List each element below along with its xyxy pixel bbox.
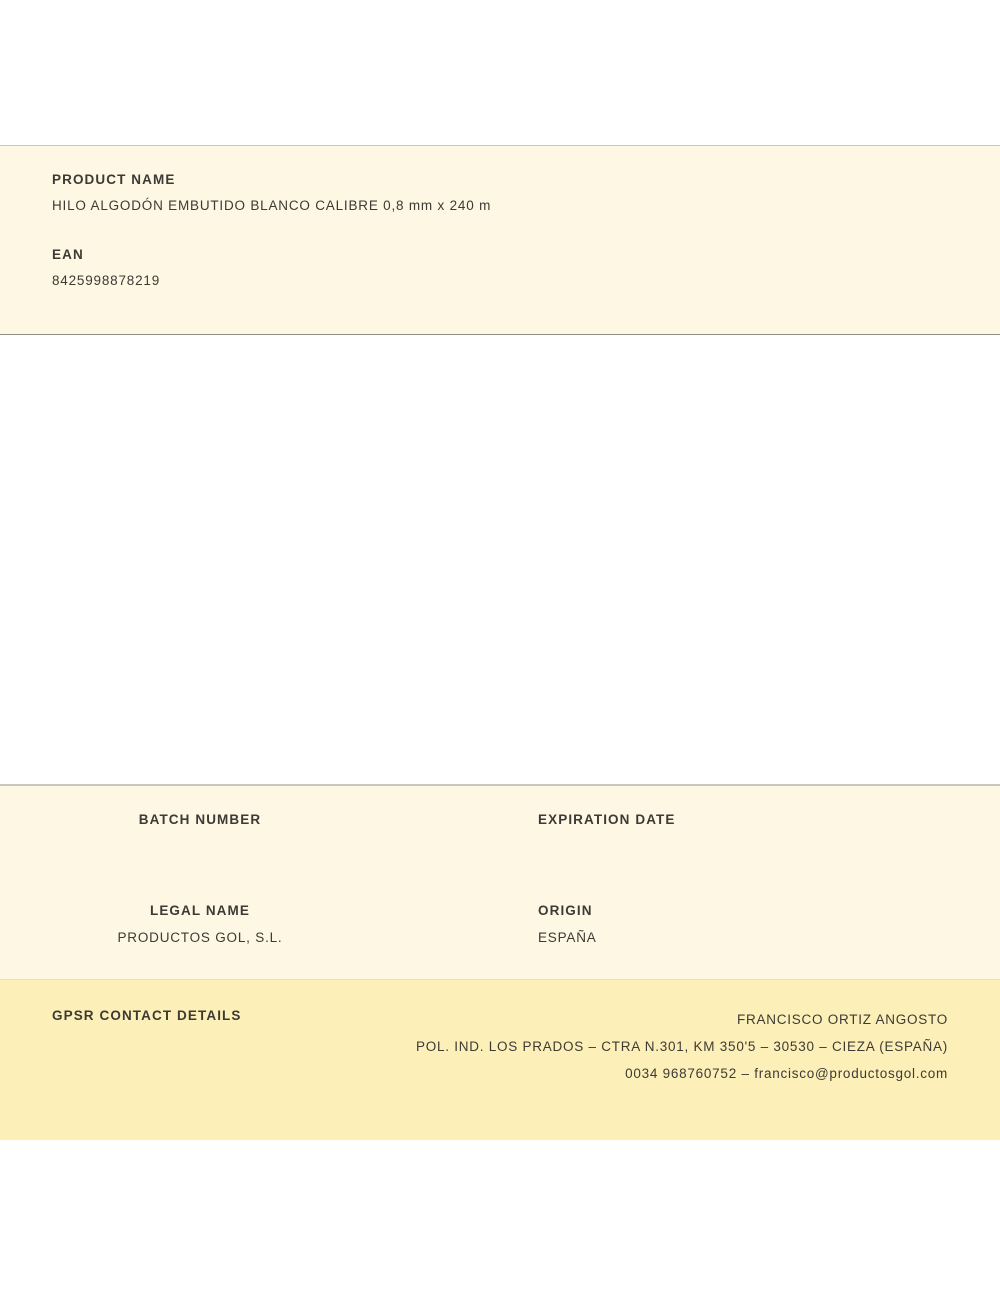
gpsr-contact-phone-email: 0034 968760752 – francisco@productosgol.com [625,1066,948,1081]
bottom-blank-area [0,1140,1000,1300]
gpsr-contact-address: POL. IND. LOS PRADOS – CTRA N.301, KM 350'5 – 30530 – CIEZA (ESPAÑA) [415,1039,948,1054]
origin-label: ORIGIN [538,903,593,918]
origin-value: ESPAÑA [538,930,597,945]
expiration-date-label: EXPIRATION DATE [538,812,676,827]
gpsr-contact-section [0,980,1000,1140]
field-spacer [52,213,948,247]
gpsr-contact-label: GPSR CONTACT DETAILS [52,1008,242,1023]
blank-content-area [0,335,1000,785]
product-name-label: PRODUCT NAME [52,172,176,187]
legal-origin-row [0,903,1000,945]
ean-label: EAN [52,247,84,262]
batch-expiration-row [0,812,1000,839]
batch-legal-section [0,785,1000,980]
legal-name-label: LEGAL NAME [149,903,250,918]
product-info-section [0,145,1000,335]
gpsr-contact-details [242,1006,949,1087]
ean-value: 8425998878219 [52,273,161,288]
batch-number-column [0,812,500,839]
expiration-date-column [500,812,1000,839]
legal-name-value: PRODUCTOS GOL, S.L. [117,930,283,945]
legal-name-column [0,903,500,945]
gpsr-contact-name: FRANCISCO ORTIZ ANGOSTO [736,1012,948,1027]
top-blank-area [0,0,1000,145]
product-name-value: HILO ALGODÓN EMBUTIDO BLANCO CALIBRE 0,8 mm x 240 m [52,198,492,213]
origin-column [500,903,1000,945]
batch-number-label: BATCH NUMBER [138,812,262,827]
